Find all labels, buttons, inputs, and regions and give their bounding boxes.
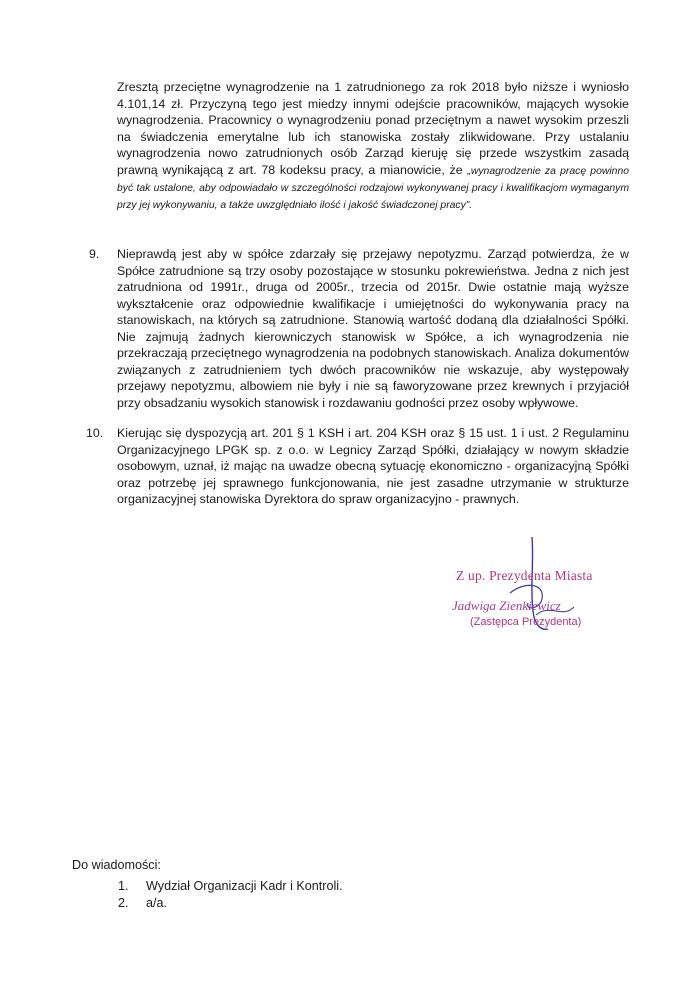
- stamp-signatory-title: (Zastępca Prezydenta): [470, 616, 582, 628]
- intro-text: Zresztą przeciętne wynagrodzenie na 1 zatrudnionego za rok 2018 było niższe i wyniosło 4.101,14 zł. Przyczyną tego jest miedzy innymi odejście pracowników, mających wysokie wynagrodzenia. Pracownicy o wynagrodzeniu ponad przeciętnym a nawet wysokim przeszli na świadczenia emerytalne lub ich stanowiska zostały zlikwidowane. Przy ustalaniu wynagrodzenia nowo zatrudnionych osób Zarząd kieruję się przede wszystkim zasadą prawną wynikającą z art. 78 kodeksu pracy, a mianowicie, że: [117, 80, 629, 177]
- point-10-number: 10.: [86, 426, 104, 440]
- official-stamp: [436, 560, 636, 640]
- distribution-item-number: 1.: [118, 879, 129, 893]
- point-9-text: Nieprawdą jest aby w spółce zdarzały się przejawy nepotyzmu. Zarząd potwierdza, że w Spółce zatrudnione są trzy osoby pozostające w stosunku pokrewieństwa. Jedna z nich jest zatrudniona od 1991r., druga od 2005r., trzecia od 2015r. Dwie ostatnie mają wyższe wykształcenie oraz odpowiednie kwalifikacje i umiejętności do wykonywania pracy na stanowiskach, na których są zatrudnione. Stanowią wartość dodaną dla działalności Spółki. Nie zajmują żadnych kierowniczych stanowisk w Spółce, a ich wynagrodzenia nie przekraczają przeciętnego wynagrodzenia na podobnych stanowiskach. Analiza dokumentów związanych z zatrudnieniem tych dwóch pracowników nie wskazuje, aby występowały przejawy nepotyzmu, albowiem nie były i nie są faworyzowane przez krewnych i przyjaciół przy obsadzaniu wysokich stanowisk i rozdawaniu godności przez osoby wpływowe.: [117, 247, 629, 410]
- point-10-text: Kierując się dyspozycją art. 201 § 1 KSH i art. 204 KSH oraz § 15 ust. 1 i ust. 2 Regulaminu Organizacyjnego LPGK sp. z o.o. w Legnicy Zarząd Spółki, działający w nowym składzie osobowym, uznał, iż mając na uwadze obecną sytuację ekonomiczno - organizacyjną Spółki oraz potrzebę jej sprawnego funkcjonowania, nie jest zasadne utrzymanie w strukturze organizacyjnej stanowiska Dyrektora do spraw organizacyjno - prawnych.: [117, 426, 629, 506]
- stamp-signatory-name: Jadwiga Zienkiewicz: [452, 598, 561, 613]
- labor-code-quote: „wynagrodzenie za pracę powinno być tak ustalone, aby odpowiadało w szczególności rodzajowi wykonywanej pracy i kwalifikacjom wymaganym przy jej wykonywaniu, a także uwzględniało ilość i jakość świadczonej pracy”.: [117, 165, 630, 211]
- distribution-item: [118, 878, 343, 895]
- stamp-authorization-line: Z up. Prezydenta Miasta: [456, 568, 593, 583]
- point-9-number: 9.: [89, 247, 100, 261]
- intro-paragraph: [117, 79, 629, 213]
- distribution-item-label: Wydział Organizacji Kadr i Kontroli.: [146, 879, 343, 893]
- distribution-heading: Do wiadomości:: [72, 858, 161, 872]
- distribution-item-label: a/a.: [146, 896, 168, 910]
- distribution-item: [118, 895, 343, 912]
- distribution-list: [118, 878, 343, 912]
- distribution-item-number: 2.: [118, 896, 129, 910]
